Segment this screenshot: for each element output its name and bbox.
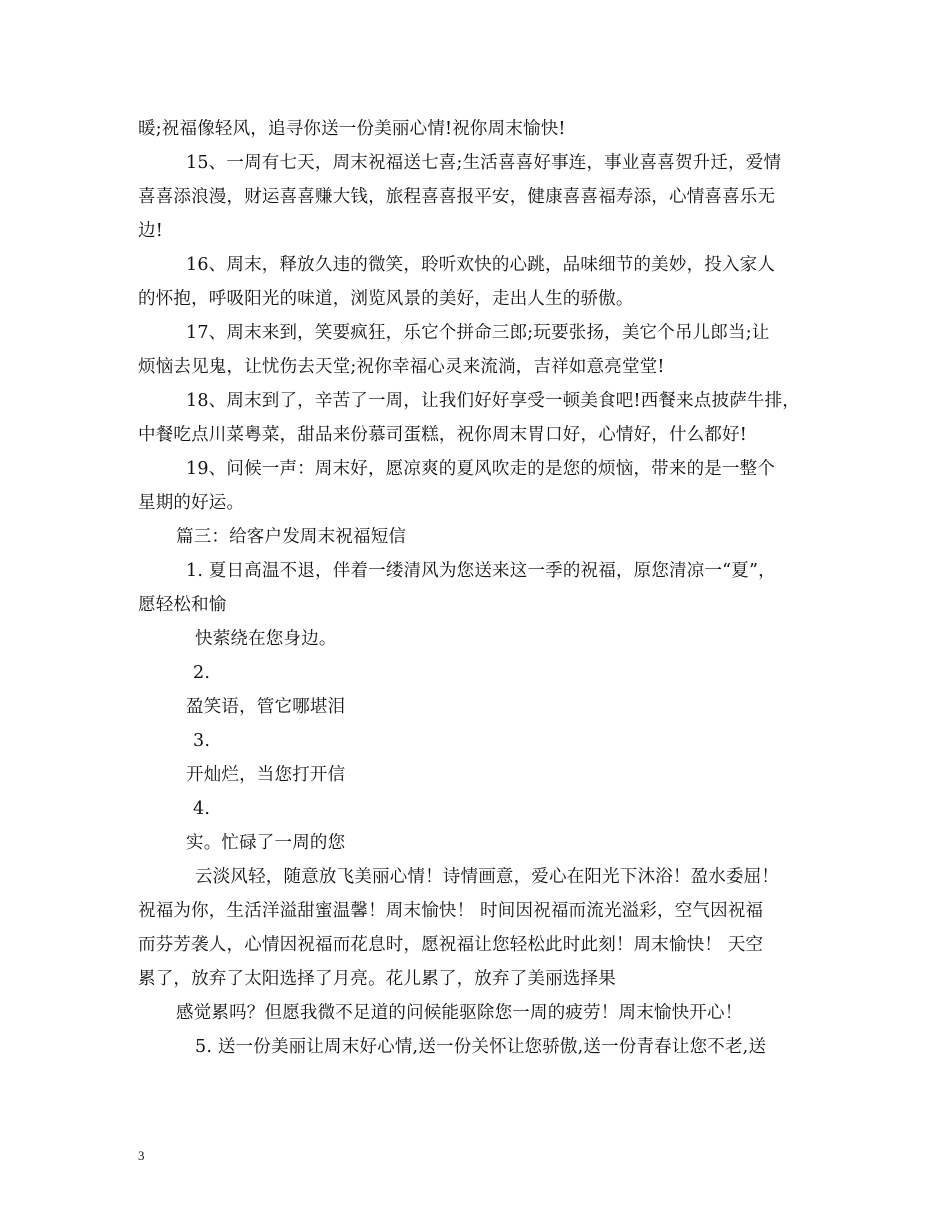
text-line: 累了，放弃了太阳选择了月亮。花儿累了，放弃了美丽选择果 <box>138 969 616 989</box>
text-line: 祝福为你，生活洋溢甜蜜温馨！周末愉快！ 时间因祝福而流光溢彩，空气因祝福 <box>138 901 764 921</box>
text-line: 盈笑语，管它哪堪泪 <box>186 697 346 717</box>
page-number: 3 <box>138 1148 145 1163</box>
text-line: 暖;祝福像轻风，追寻你送一份美丽心情!祝你周末愉快! <box>138 119 566 139</box>
text-line: 烦恼去见鬼，让忧伤去天堂;祝你幸福心灵来流淌，吉祥如意亮堂堂! <box>138 357 665 377</box>
text-line: 边! <box>138 221 163 241</box>
list-number: 2. <box>193 663 211 683</box>
text-line: 星期的好运。 <box>138 493 245 513</box>
text-line: 18、周末到了，辛苦了一周，让我们好好享受一顿美食吧!西餐来点披萨牛排， <box>186 391 800 411</box>
text-line: 愿轻松和愉 <box>138 595 227 615</box>
text-line: 17、周末来到，笑要疯狂，乐它个拼命三郎;玩要张扬，美它个吊儿郎当;让 <box>186 323 770 343</box>
text-line: 15、一周有七天，周末祝福送七喜;生活喜喜好事连，事业喜喜贺升迁，爱情 <box>186 153 782 173</box>
text-line: 中餐吃点川菜粤菜，甜品来份慕司蛋糕，祝你周末胃口好，心情好，什么都好! <box>138 425 748 445</box>
text-line: 实。忙碌了一周的您 <box>186 833 346 853</box>
text-line: 喜喜添浪漫，财运喜喜赚大钱，旅程喜喜报平安，健康喜喜福寿添，心情喜喜乐无 <box>138 187 776 207</box>
text-line: 开灿烂，当您打开信 <box>186 765 346 785</box>
text-line: 16、周末，释放久违的微笑，聆听欢快的心跳，品味细节的美妙，投入家人 <box>186 255 776 275</box>
text-line: 感觉累吗？但愿我微不足道的问候能驱除您一周的疲劳！周末愉快开心！ <box>176 1003 743 1023</box>
text-line: 的怀抱，呼吸阳光的味道，浏览风景的美好，走出人生的骄傲。 <box>138 289 634 309</box>
text-line: 快萦绕在您身边。 <box>195 629 337 649</box>
list-number: 3. <box>193 731 211 751</box>
text-line: 19、问候一声：周末好，愿凉爽的夏风吹走的是您的烦恼，带来的是一整个 <box>186 459 776 479</box>
text-line: 而芬芳袭人，心情因祝福而花息时，愿祝福让您轻松此时此刻！周末愉快！ 天空 <box>138 935 764 955</box>
list-number: 4. <box>193 799 211 819</box>
text-line: 云淡风轻，随意放飞美丽心情！诗情画意，爱心在阳光下沐浴！盈水委屈！ <box>195 867 780 887</box>
text-line: 5. 送一份美丽让周末好心情,送一份关怀让您骄傲,送一份青春让您不老,送 <box>195 1037 767 1057</box>
section-heading: 篇三：给客户发周末祝福短信 <box>176 527 407 547</box>
text-line: 1. 夏日高温不退，伴着一缕清风为您送来这一季的祝福，原您清凉一“夏”， <box>186 561 776 581</box>
